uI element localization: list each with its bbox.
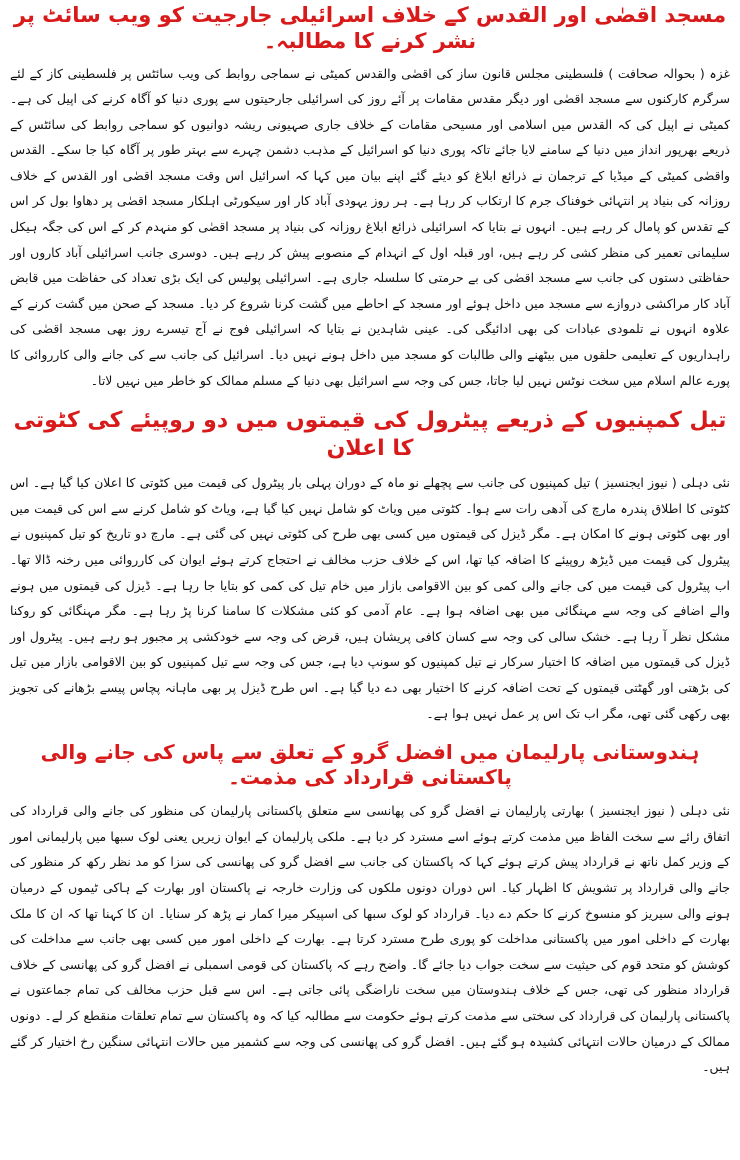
body-al-aqsa: غزہ ( بحوالہ صحافت ) فلسطینی مجلس قانون ساز کی اقصٰی والقدس کمیٹی نے سماجی روابط کی ویب سائٹس پر فلسطینی کاز کے لئے سرگرم کارکنوں سے مسجد اقصٰی اور دیگر مقدس مقامات پر آئے روز کی اسرائیلی جارحیتوں سے پوری دنیا کو آگاہ کرنے کی اپیل کی ہے۔ کمیٹی نے اپیل کی کہ القدس میں اسلامی اور مسیحی مقامات کے خلاف جاری صہیونی ریشہ دوانیوں کو سماجی روابط کی سائٹس کے ذریعے بھرپور انداز میں دنیا کے سامنے لایا جائے تاکہ پوری دنیا کو اسرائیل کے مذہب دشمن چہرے سے بہتر طور پر آگاہ کیا جا سکے۔ القدس واقصٰی کمیٹی کے میڈیا کے ترجمان نے ذرائع ابلاغ کو دیئے گئے اپنے بیان میں کہا کہ اسرائیل اس وقت مسجد اقصٰی اور القدس کے خلاف روزانہ کی بنیاد پر انتہائی خوفناک جرم کا ارتکاب کر رہا ہے۔ ہر روز یہودی آباد کار اور سیکورٹی اہلکار مسجد اقصٰی پر دھاوا بول کر اس کے تقدس کو پامال کر رہے ہیں۔ انہوں نے بتایا کہ اسرائیلی ذرائع ابلاغ روزانہ کی بنیاد پر مسجد اقصٰی کو منہدم کر کے اس کی جگہ ہیکل سلیمانی تعمیر کی منظر کشی کر رہے ہیں، اور قبلہ اول کے انہدام کے منصوبے پیش کر رہے ہیں۔ دوسری جانب اسرائیلی آباد کاروں اور حفاظتی دستوں کی جانب سے مسجد اقصٰی کی بے حرمتی کا سلسلہ جاری ہے۔ اسرائیلی پولیس کی ایک بڑی تعداد کی حفاظت میں قابض آباد کار مراکشی دروازے سے مسجد میں داخل ہوئے اور مسجد کے احاطے میں گشت کرنا شروع کر دیا۔ مسجد کے صحن میں گشت کرنے کے علاوہ انہوں نے تلمودی عبادات کی بھی ادائیگی کی۔ عینی شاہدین نے بتایا کہ اسرائیلی فوج نے آج تیسرے روز بھی مسجد اقصٰی کی راہداریوں کے تعلیمی حلقوں میں بیٹھنے والی طالبات کو مسجد میں داخل ہونے نہیں دیا۔ اسرائیل کی جانب سے کی جانے والی کارروائی کا پورے عالم اسلام میں سخت نوٹس نہیں لیا جاتا، جس کی وجہ سے اسرائیل بھی دنیا کے مسلم ممالک کو خاطر میں نہیں لاتا۔ [10,65,730,388]
article-petrol-price [10,407,730,726]
article-afzal-guru [10,740,730,1080]
body-afzal-guru: نئی دہلی ( نیوز ایجنسیز ) بھارتی پارلیمان نے افضل گرو کی پھانسی سے متعلق پاکستانی پارلیمان کی منظور کی جانے والی قرارداد کی اتفاق رائے سے سخت الفاظ میں مذمت کرتے ہوئے اسے مسترد کر دیا ہے۔ ملکی پارلیمان کے ایوان زیریں یعنی لوک سبھا میں پارلیمانی امور کے وزیر کمل ناتھ نے قرارداد پیش کرتے ہوئے کہا کہ پاکستان کی جانب سے افضل گرو کی پھانسی کی سزا کو مد نظر رکھ کر منظور کی جانے والی قرارداد پر تشویش کا اظہار کیا۔ اس دوران دونوں ملکوں کی وزارت خارجہ نے پاکستان اور بھارت کے ہاکی ٹیموں کے درمیان ہونے والی سیریز کو منسوخ کرنے کا حکم دے دیا۔ قرارداد کو لوک سبھا کی اسپیکر میرا کمار نے پڑھ کر سنایا۔ ان کا کہنا تھا کہ ان کا ملک بھارت کے داخلی امور میں پاکستانی مداخلت کو پوری طرح مسترد کرتا ہے۔ بھارت کے داخلی امور میں کسی بھی جانب سے مداخلت کی کوشش کو متحد قوم کی حیثیت سے سخت جواب دیا جائے گا۔ واضح رہے کہ پاکستان کی قومی اسمبلی نے افضل گرو کی پھانسی کے خلاف قرارداد منظور کی تھی، جس کے خلاف ہندوستان میں سخت ناراضگی پائی جاتی ہے۔ اس سے قبل حزب مخالف کی تمام جماعتوں نے پاکستانی پارلیمان کی قرارداد کی سختی سے مذمت کرتے ہوئے حکومت سے مطالبہ کیا کہ وہ پاکستان سے تمام تعلقات منقطع کر لے۔ دونوں ممالک کے درمیان حالات انتہائی کشیدہ ہو گئے ہیں۔ افضل گرو کی پھانسی کی وجہ سے کشمیر میں حالات انتہائی سنگین رخ اختیار کر گئے ہیں۔ [10,803,730,1075]
body-petrol-price: نئی دہلی ( نیوز ایجنسیز ) تیل کمپنیوں کی جانب سے پچھلے نو ماہ کے دوران پہلی بار پیٹرول کی قیمت میں کٹوتی کا اعلان کیا گیا ہے۔ اس کٹوتی کا اطلاق پندرہ مارچ کی آدھی رات سے ہوا۔ کٹوتی میں ویاٹ کو شامل نہیں کیا گیا ہے، ویاٹ کو شامل کرنے سے اس کی قیمت میں اور بھی کٹوتی ہونے کا امکان ہے۔ مگر ڈیزل کی قیمتوں میں کسی بھی طرح کی کٹوتی نہیں کی گئی ہے۔ مارچ دو تاریخ کو تیل کمپنیوں نے پیٹرول کی قیمت میں ڈیڑھ روپیئے کا اضافہ کیا تھا، اس کے خلاف حزب مخالف نے احتجاج کرتے ہوئے ایوان کی کارروائی میں رخنہ ڈالا تھا۔ اب پیٹرول کی قیمت میں کی جانے والی کمی کو بین الاقوامی بازار میں خام تیل کی کمی کو بتایا جا رہا ہے۔ ڈیزل کی قیمتوں میں ہونے والے اضافے کی وجہ سے مہنگائی میں بھی اضافہ ہوا ہے۔ عام آدمی کو کئی مشکلات کا سامنا کرنا پڑ رہا ہے۔ مگر مہنگائی کو روکنا مشکل نظر آ رہا ہے۔ خشک سالی کی وجہ سے کسان کافی پریشان ہیں، قرض کی وجہ سے خودکشی پر مجبور ہو رہے ہیں۔ پیٹرول اور ڈیزل کی قیمتوں میں اضافہ کا اختیار سرکار نے تیل کمپنیوں کو سونپ دیا ہے، جس کی وجہ سے تیل کمپنیوں کو بین الاقوامی بازار میں تیل کی بڑھتی اور گھٹتی قیمتوں کے تحت اضافہ کرنے کا اختیار بھی دے دیا گیا ہے۔ اس طرح ڈیزل پر بھی ماہانہ پچاس پیسے بڑھانے کی تجویز بھی رکھی گئی تھی، مگر اب تک اس پر عمل نہیں ہوا ہے۔ [10,475,730,721]
article-al-aqsa [10,2,730,393]
headline-petrol-price: تیل کمپنیوں کے ذریعے پیٹرول کی قیمتوں میں دو روپیئے کی کٹوتی کا اعلان [13,408,727,461]
headline-afzal-guru: ہندوستانی پارلیمان میں افضل گرو کے تعلق سے پاس کی جانے والی پاکستانی قرارداد کی مذمت۔ [40,740,700,790]
headline-al-aqsa: مسجد اقصٰی اور القدس کے خلاف اسرائیلی جارجیت کو ویب سائٹ پر نشر کرنے کا مطالبہ۔ [13,3,727,54]
